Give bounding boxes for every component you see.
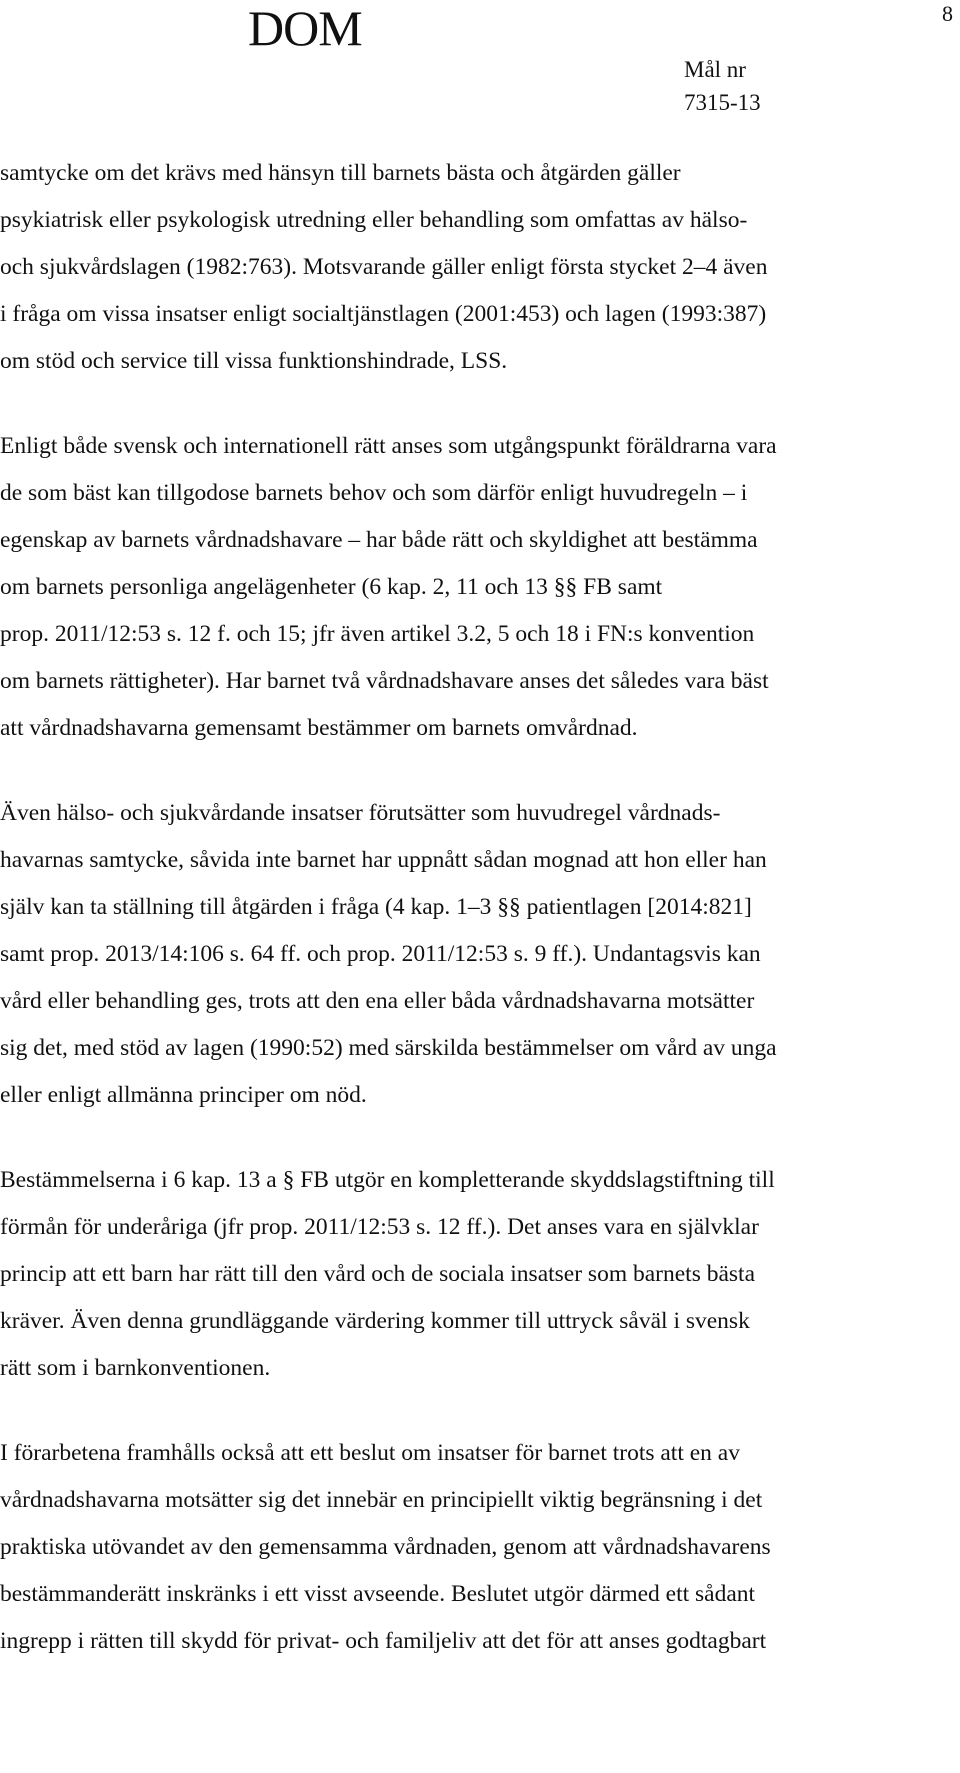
text-line: Enligt både svensk och internationell rätt anses som utgångspunkt föräldrarna vara [0,433,777,459]
document-type-title: DOM [248,0,362,56]
text-line: rätt som i barnkonventionen. [0,1355,271,1381]
text-line: prop. 2011/12:53 s. 12 f. och 15; jfr även artikel 3.2, 5 och 18 i FN:s konvention [0,621,755,647]
text-line: de som bäst kan tillgodose barnets behov och som därför enligt huvudregeln – i [0,480,748,506]
text-line: princip att ett barn har rätt till den vård och de sociala insatser som barnets bästa [0,1261,756,1287]
text-line: psykiatrisk eller psykologisk utredning eller behandling som omfattas av hälso- [0,207,748,233]
text-line: sig det, med stöd av lagen (1990:52) med särskilda bestämmelser om vård av unga [0,1035,777,1061]
text-line: själv kan ta ställning till åtgärden i fråga (4 kap. 1–3 §§ patientlagen [2014:821] [0,894,752,920]
paragraph [0,1430,940,1665]
text-line: Även hälso- och sjukvårdande insatser förutsätter som huvudregel vårdnads- [0,800,721,826]
text-line: och sjukvårdslagen (1982:763). Motsvarande gäller enligt första stycket 2–4 även [0,254,768,280]
text-line: vård eller behandling ges, trots att den ena eller båda vårdnadshavarna motsätter [0,988,755,1014]
paragraph [0,790,940,1119]
paragraph [0,423,940,752]
text-line: Bestämmelserna i 6 kap. 13 a § FB utgör en kompletterande skyddslagstiftning till [0,1167,775,1193]
text-line: eller enligt allmänna principer om nöd. [0,1082,367,1108]
paragraph [0,150,940,385]
page-number: 8 [942,1,953,26]
text-line: bestämmanderätt inskränks i ett visst avseende. Beslutet utgör därmed ett sådant [0,1581,756,1607]
text-line: egenskap av barnets vårdnadshavare – har både rätt och skyldighet att bestämma [0,527,758,553]
text-line: att vårdnadshavarna gemensamt bestämmer om barnets omvårdnad. [0,715,638,741]
document-body [0,150,940,1703]
text-line: i fråga om vissa insatser enligt socialtjänstlagen (2001:453) och lagen (1993:387) [0,301,767,327]
text-line: samtycke om det krävs med hänsyn till barnets bästa och åtgärden gäller [0,160,681,186]
text-line: vårdnadshavarna motsätter sig det innebär en principiellt viktig begränsning i det [0,1487,763,1513]
text-line: I förarbetena framhålls också att ett beslut om insatser för barnet trots att en av [0,1440,740,1466]
case-number-label: Mål nr [684,57,746,82]
paragraph [0,1157,940,1392]
text-line: praktiska utövandet av den gemensamma vårdnaden, genom att vårdnadshavarens [0,1534,771,1560]
text-line: om stöd och service till vissa funktionshindrade, LSS. [0,348,508,374]
text-line: kräver. Även denna grundläggande värdering kommer till uttryck såväl i svensk [0,1308,750,1334]
text-line: samt prop. 2013/14:106 s. 64 ff. och prop. 2011/12:53 s. 9 ff.). Undantagsvis kan [0,941,761,967]
text-line: havarnas samtycke, såvida inte barnet har uppnått sådan mognad att hon eller han [0,847,767,873]
text-line: om barnets rättigheter). Har barnet två vårdnadshavare anses det således vara bäst [0,668,769,694]
text-line: om barnets personliga angelägenheter (6 kap. 2, 11 och 13 §§ FB samt [0,574,663,600]
text-line: förmån för underåriga (jfr prop. 2011/12:53 s. 12 ff.). Det anses vara en självklar [0,1214,759,1240]
text-line: ingrepp i rätten till skydd för privat- och familjeliv att det för att anses godtagbart [0,1628,767,1654]
case-number: 7315-13 [684,90,761,115]
